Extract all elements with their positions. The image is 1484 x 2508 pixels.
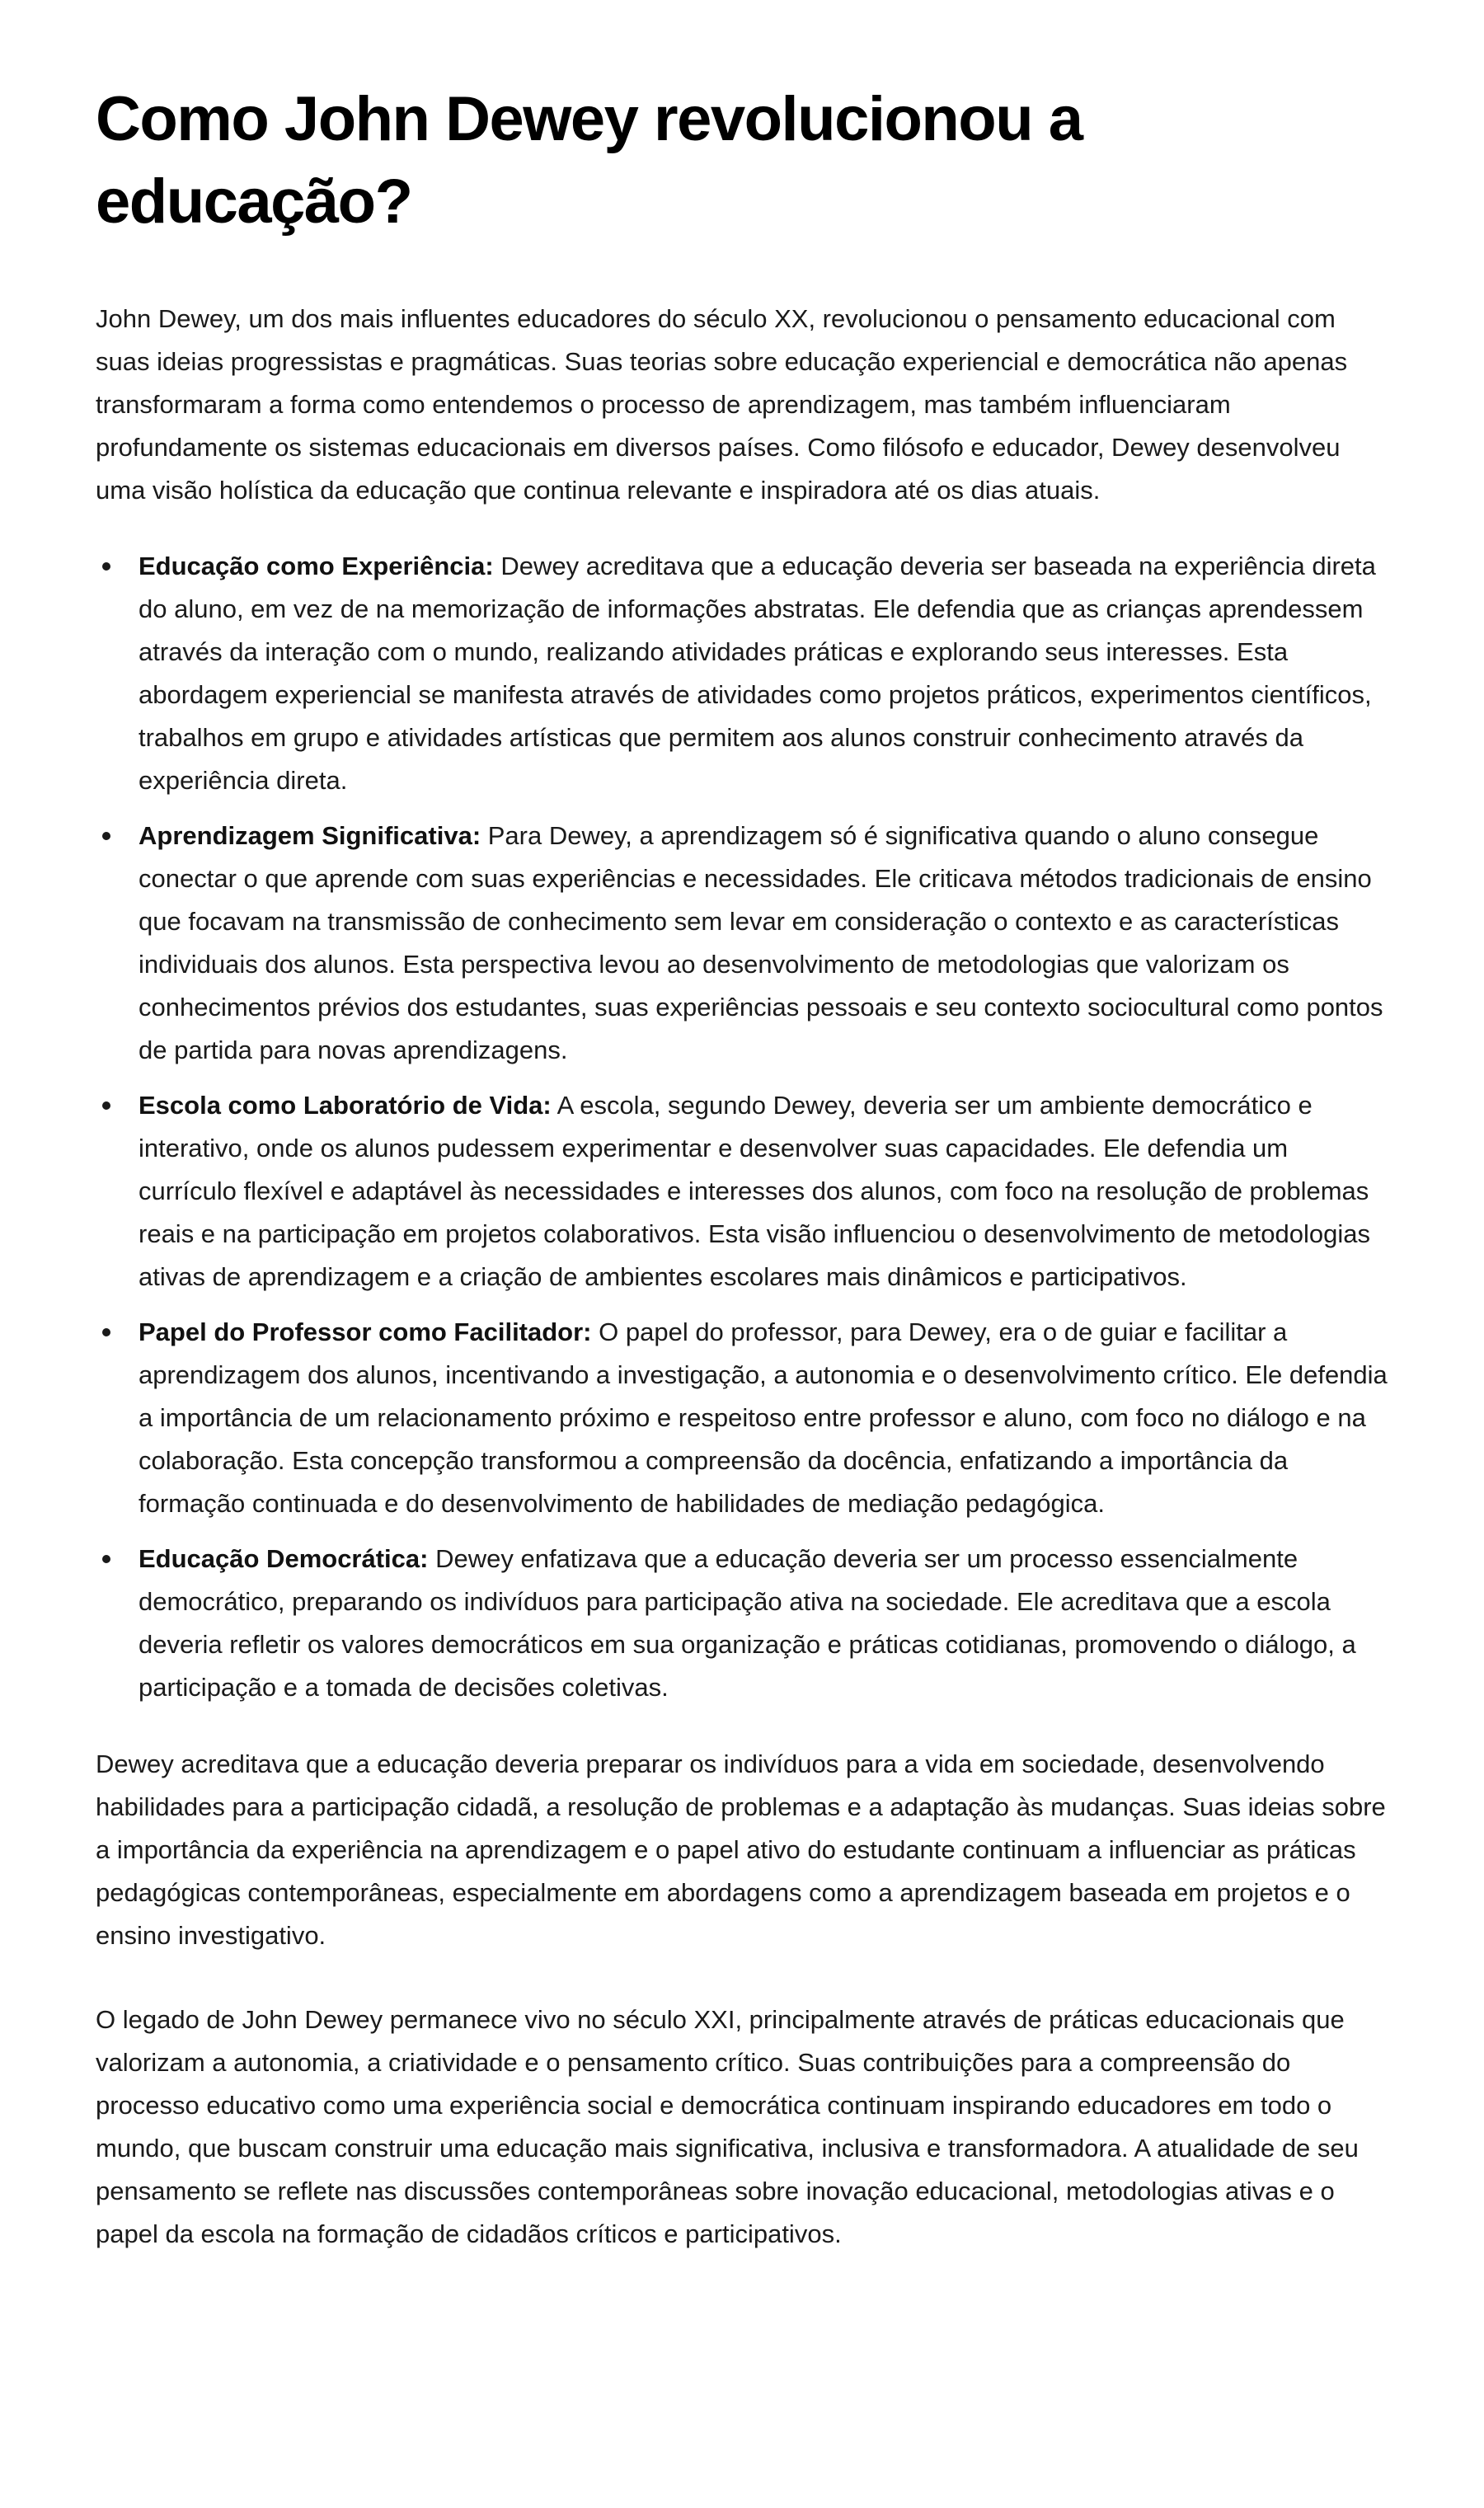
list-item-term: Aprendizagem Significativa: [139, 821, 481, 850]
list-item-text: A escola, segundo Dewey, deveria ser um ambiente democrático e interativo, onde os alunos pudessem experimentar e desenvolver suas capacidades. Ele defendia um currículo flexível e adaptável às necessidades e interesses dos alunos, com foco na resolução de problemas reais e na participação em projetos colaborativos. Esta visão influenciou o desenvolvimento de metodologias ativas de aprendizagem e a criação de ambientes escolares mais dinâmicos e participativos. [139, 1091, 1371, 1291]
bullet-icon [102, 1328, 110, 1336]
list-item-text: Dewey acreditava que a educação deveria ser baseada na experiência direta do aluno, em vez de na memorização de informações abstratas. Ele defendia que as crianças aprendessem através da interação com o mundo, realizando atividades práticas e explorando seus interesses. Esta abordagem experiencial se manifesta através de atividades como projetos práticos, experimentos científicos, trabalhos em grupo e atividades artísticas que permitem aos alunos construir conhecimento através da experiência direta. [139, 552, 1376, 795]
list-item [96, 545, 1388, 802]
list-item-term: Papel do Professor como Facilitador: [139, 1317, 592, 1346]
key-ideas-list [96, 545, 1388, 1709]
bullet-icon [102, 1555, 110, 1563]
bullet-icon [102, 832, 110, 840]
list-item [96, 1311, 1388, 1525]
list-item-term: Educação como Experiência: [139, 552, 494, 580]
bullet-icon [102, 562, 110, 571]
intro-paragraph: John Dewey, um dos mais influentes educadores do século XX, revolucionou o pensamento educacional com suas ideias progressistas e pragmáticas. Suas teorias sobre educação experiencial e democrática não apenas transformaram a forma como entendemos o processo de aprendizagem, mas também influenciaram profundamente os sistemas educacionais em diversos países. Como filósofo e educador, Dewey desenvolveu uma visão holística da educação que continua relevante e inspiradora até os dias atuais. [96, 304, 1348, 505]
society-paragraph: Dewey acreditava que a educação deveria preparar os indivíduos para a vida em sociedade, desenvolvendo habilidades para a participação cidadã, a resolução de problemas e a adaptação às mudanças. Suas ideias sobre a importância da experiência na aprendizagem e o papel ativo do estudante continuam a influenciar as práticas pedagógicas contemporâneas, especialmente em abordagens como a aprendizagem baseada em projetos e o ensino investigativo. [96, 1749, 1386, 1950]
list-item [96, 1538, 1388, 1709]
list-item [96, 1084, 1388, 1299]
list-item-text: Dewey enfatizava que a educação deveria ser um processo essencialmente democrático, preparando os indivíduos para participação ativa na sociedade. Ele acreditava que a escola deveria refletir os valores democráticos em sua organização e práticas cotidianas, promovendo o diálogo, a participação e a tomada de decisões coletivas. [139, 1544, 1356, 1702]
list-item-term: Escola como Laboratório de Vida: [139, 1091, 552, 1120]
page-title: Como John Dewey revolucionou a educação? [96, 84, 1082, 237]
list-item-text: Para Dewey, a aprendizagem só é significativa quando o aluno consegue conectar o que aprende com suas experiências e necessidades. Ele criticava métodos tradicionais de ensino que focavam na transmissão de conhecimento sem levar em consideração o contexto e as características individuais dos alunos. Esta perspectiva levou ao desenvolvimento de metodologias que valorizam os conhecimentos prévios dos estudantes, suas experiências pessoais e seu contexto sociocultural como pontos de partida para novas aprendizagens. [139, 821, 1383, 1064]
bullet-icon [102, 1101, 110, 1110]
list-item-text: O papel do professor, para Dewey, era o de guiar e facilitar a aprendizagem dos alunos, incentivando a investigação, a autonomia e o desenvolvimento crítico. Ele defendia a importância de um relacionamento próximo e respeitoso entre professor e aluno, com foco no diálogo e na colaboração. Esta concepção transformou a compreensão da docência, enfatizando a importância da formação continuada e do desenvolvimento de habilidades de mediação pedagógica. [139, 1317, 1388, 1518]
list-item-term: Educação Democrática: [139, 1544, 429, 1573]
list-item [96, 815, 1388, 1072]
legacy-paragraph: O legado de John Dewey permanece vivo no século XXI, principalmente através de práticas educacionais que valorizam a autonomia, a criatividade e o pensamento crítico. Suas contribuições para a compreensão do processo educativo como uma experiência social e democrática continuam inspirando educadores em todo o mundo, que buscam construir uma educação mais significativa, inclusiva e transformadora. A atualidade de seu pensamento se reflete nas discussões contemporâneas sobre inovação educacional, metodologias ativas e o papel da escola na formação de cidadãos críticos e participativos. [96, 2005, 1359, 2248]
